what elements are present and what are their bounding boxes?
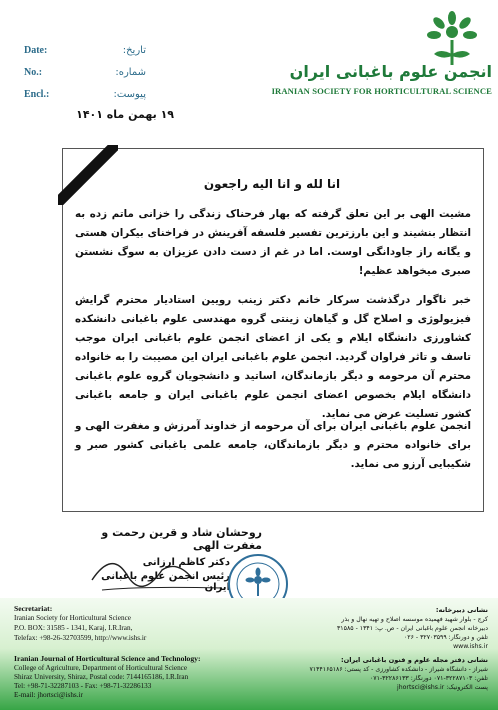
signer-name: دکتر کاظم ارزانی xyxy=(142,557,230,568)
footer-fa-line: تلفن و دورنگار: ۳۲۷۰۳۵۹۹ - ۰۲۶ xyxy=(403,634,488,641)
paragraph-2: خبر ناگوار درگذشت سرکار خانم دکتر زینب رویین استادیار محترم گرایش فیزیولوژی و اصلاح گل و گیاهان زینتی گروه مهندسی علوم باغبانی دانشکده کشاورزی دانشگاه ایلام و یکی از اعضای انجمن علوم باغبانی ایران موجب تاسف و تاثر فراوان گردید. انجمن علوم باغبانی ایران این مصیبت را به خانواده محترم آن مرحومه و دیگر بازماندگان، اساتید و دانشجویان گروه علوم باغبانی دانشگاه ایلام بخصوص اعضای انجمن علوم باغبانی ایران و جامعه باغبانی کشور تسلیت عرض می نماید. xyxy=(75,294,471,420)
mourning-ribbon-icon xyxy=(58,145,118,205)
signer-title: رئیس انجمن علوم باغبانی ایران xyxy=(101,571,230,593)
paragraph-1: مشیت الهی بر این تعلق گرفته که بهار فرحناک زندگی را خزانی ماتم زده به انتظار بنشیند و این بارزترین تفسیر فلسفه آفرینش در فراخنای بیکران هستی و یگانه راز جاودانگی اوست. اما در غم از دست دادن عزیزان به سوگ نشستن صبری میخواهد عظیم! xyxy=(75,208,471,277)
letter-title: انا لله و انا الیه راجعون xyxy=(203,177,341,191)
org-name-fa: انجمن علوم باغبانی ایران xyxy=(289,62,492,81)
number-label-fa: شماره: xyxy=(115,67,146,78)
encl-label-fa: پیوست: xyxy=(113,89,146,100)
encl-label-en: Encl.: xyxy=(24,89,50,100)
footer-fa-line: نشانی دبیرخانه: xyxy=(435,606,488,614)
footer-en-line: P.O. BOX: 31585 - 1341, Karaj, I.R.Iran, xyxy=(14,624,133,632)
letter-date: ۱۹ بهمن ماه ۱۴۰۱ xyxy=(76,108,174,121)
footer-en-line: College of Agriculture, Department of Horticultural Science xyxy=(14,664,188,672)
footer-en-line: Shiraz University, Shiraz, Postal code: 7144165186, I.R.Iran xyxy=(14,673,189,681)
paragraph-3: انجمن علوم باغبانی ایران برای آن مرحومه از خداوند آمرزش و مغفرت الهی و برای خانواده محترم و دیگر بازماندگان، جامعه علمی باغبانی کشور صبر و شکیبایی آرزو می نماید. xyxy=(75,420,471,470)
date-label-fa: تاریخ: xyxy=(122,45,146,56)
footer-en-line: Iranian Society for Horticultural Science xyxy=(14,614,131,622)
footer-fa-line[interactable]: پست الکترونیک: jhortsci@ishs.ir xyxy=(396,684,488,691)
footer-en-line: Iranian Journal of Horticultural Science and Technology: xyxy=(14,654,201,663)
footer-en-line[interactable]: E-mail: jhortsci@ishs.ir xyxy=(14,691,83,699)
footer-en-line: Secretariat: xyxy=(14,604,53,613)
footer-fa-line: شیراز - دانشگاه شیراز - دانشکده کشاورزی - کد پستی: ۷۱۴۴۱۶۵۱۸۶ xyxy=(309,666,488,673)
number-label-en: No.: xyxy=(24,67,43,78)
footer-fa-line[interactable]: www.ishs.ir xyxy=(453,643,488,650)
footer-fa-line: نشانی دفتر مجله علوم و فنون باغبانی ایران: xyxy=(340,656,488,664)
closing-line: روحشان شاد و قرین رحمت و مغفرت الهی xyxy=(101,526,262,552)
footer-fa-line: تلفن: ۳۲۲۸۷۱۰۳-۰۷۱ دورنگار: ۳۲۲۸۶۱۳۳-۰۷۱ xyxy=(369,675,488,682)
footer-fa-line: کرج - بلوار شهید فهمیده موسسه اصلاح و تهیه نهال و بذر xyxy=(341,616,488,623)
footer-fa-line: دبیرخانه انجمن علوم باغبانی ایران - ص. پ: ۱۳۴۱ - ۳۱۵۸۵ xyxy=(336,625,488,632)
footer-en-line: Tel: +98-71-32287103 - Fax: +98-71-32286133 xyxy=(14,682,152,690)
org-name-en: IRANIAN SOCIETY FOR HORTICULTURAL SCIENCE xyxy=(271,86,492,96)
society-logo-icon xyxy=(412,10,492,70)
footer-en-line[interactable]: Telefax: +98-26-32703599, http://www.ishs.ir xyxy=(14,634,147,642)
date-label-en: Date: xyxy=(24,45,48,56)
